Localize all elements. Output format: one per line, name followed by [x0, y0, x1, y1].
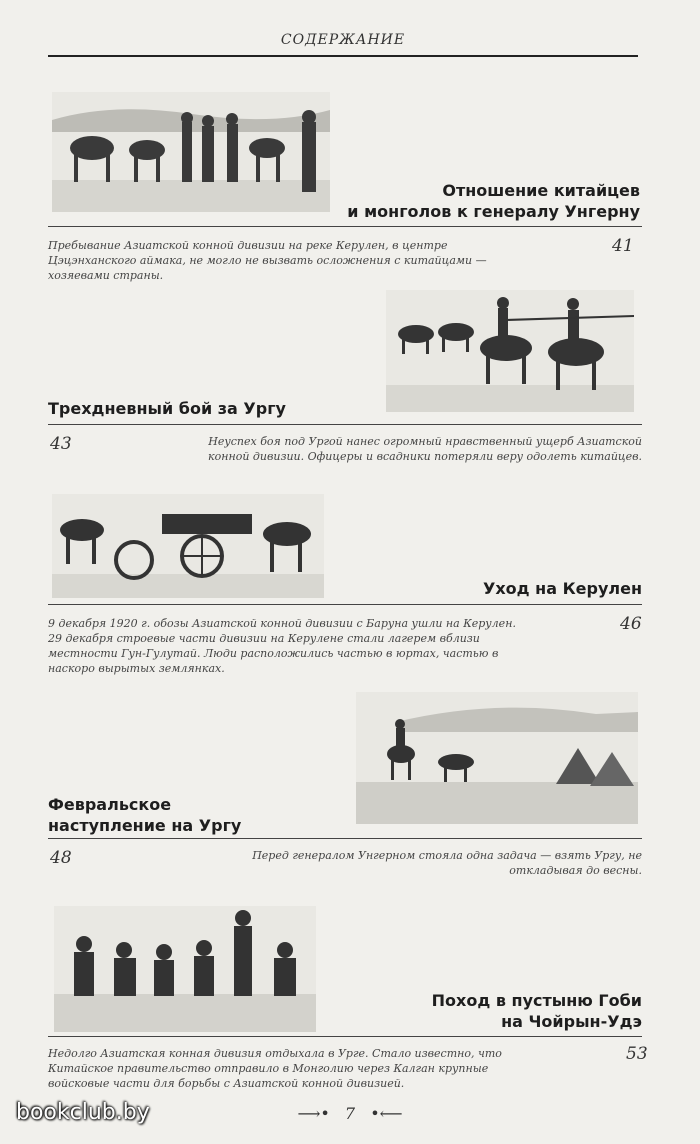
entry-1-title-line-1: Отношение китайцев — [442, 181, 640, 200]
entry-5-title — [342, 990, 642, 1032]
entry-4-description: Перед генералом Унгерном стояла одна задача — взять Ургу, не откладывая до весны. — [252, 849, 642, 877]
entry-5-rule — [48, 1036, 642, 1037]
illustration-soldiers-resting — [54, 906, 316, 1032]
illustration-camp-with-tents — [356, 692, 638, 824]
entry-5-page-number: 53 — [626, 1044, 648, 1064]
entry-2-page-number: 43 — [50, 434, 72, 454]
entry-1-page-number: 41 — [612, 236, 634, 256]
header-rule — [48, 55, 638, 57]
entry-3-page-number: 46 — [620, 614, 642, 634]
entry-2-description: Неуспех боя под Ургой нанес огромный нравственный ущерб Азиатской конной дивизии. Офицеры и всадники потеряли веру одолеть китайцев. — [208, 435, 642, 463]
entry-5-title-line-2: на Чойрын-Удэ — [501, 1012, 642, 1031]
entry-2-rule — [48, 424, 642, 425]
entry-1-title — [320, 180, 640, 222]
entry-5-description: Недолго Азиатская конная дивизия отдыхала в Урге. Стало известно, что Китайское правительство отправило в Монголию через Калган крупные войсковые части для борьбы с Азиатской конной дивизией. — [48, 1047, 502, 1090]
watermark-logo: bookclub.by — [16, 1100, 150, 1125]
entry-3-title: Уход на Керулен — [483, 579, 642, 598]
entry-2-title: Трехдневный бой за Ургу — [48, 399, 286, 418]
entry-5-title-line-1: Поход в пустыню Гоби — [431, 991, 642, 1010]
illustration-cavalry-charge — [386, 290, 634, 412]
footer-page-number: 7 — [344, 1104, 356, 1123]
illustration-cart-with-horses — [52, 494, 324, 598]
footer-ornament-right: •⟵ — [370, 1104, 403, 1123]
entry-4-page-number: 48 — [50, 848, 72, 868]
entry-4-title-line-1: Февральское — [48, 795, 172, 814]
entry-1-rule — [48, 226, 642, 227]
entry-4-rule — [48, 838, 642, 839]
illustration-mongols-with-camels — [52, 92, 330, 212]
entry-4-title-line-2: наступление на Ургу — [48, 816, 242, 835]
entry-1-description: Пребывание Азиатской конной дивизии на реке Керулен, в центре Цэцэнханского аймака, не могло не вызвать осложнения с китайцами — хозяевами страны. — [48, 239, 487, 282]
footer-ornament-left: ⟶• — [297, 1104, 330, 1123]
entry-4-title — [48, 794, 241, 836]
entry-3-description: 9 декабря 1920 г. обозы Азиатской конной дивизии с Баруна ушли на Керулен. 29 декабря строевые части дивизии на Керулене стали лагерем вблизи местности Гун-Гулутай. Люди расположились частью в юртах, частью в наскоро вырытых землянках. — [48, 617, 516, 675]
entry-1-title-line-2: и монголов к генералу Унгерну — [347, 202, 640, 221]
section-header: СОДЕРЖАНИЕ — [280, 32, 406, 48]
entry-3-rule — [48, 604, 642, 605]
